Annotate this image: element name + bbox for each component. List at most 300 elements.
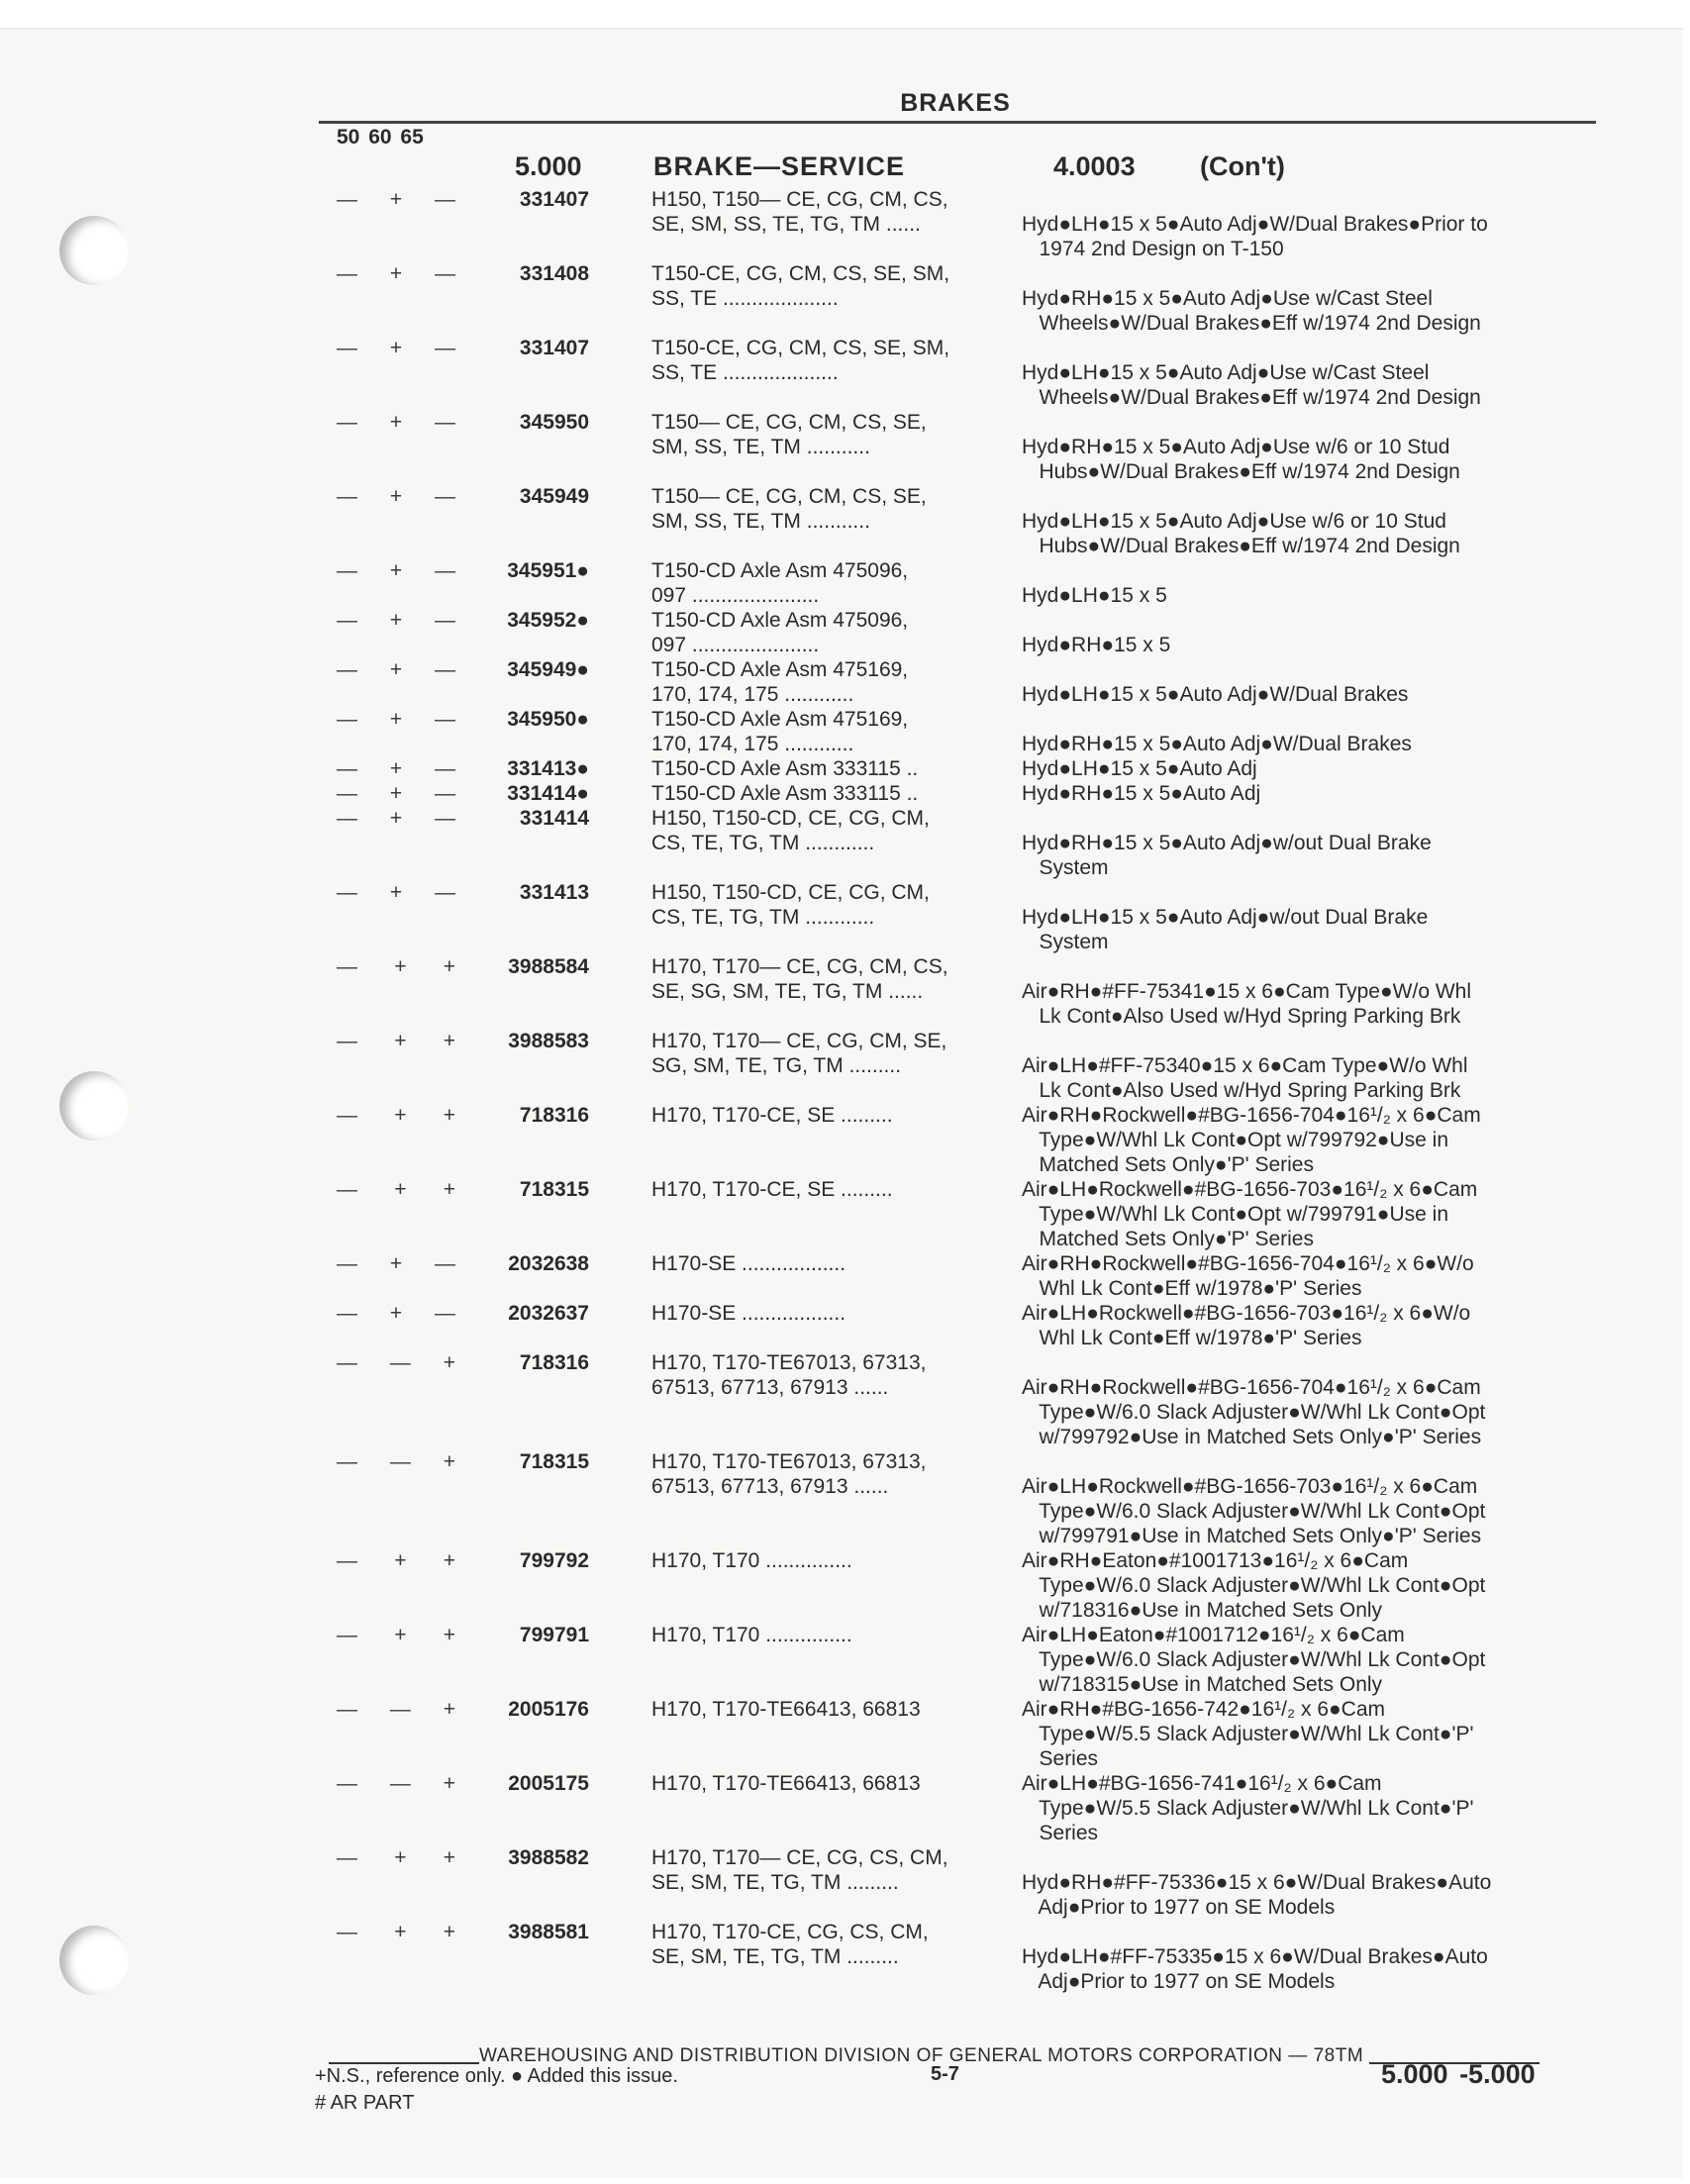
description-line: Type●W/6.0 Slack Adjuster●W/Whl Lk Cont●Opt — [1022, 1401, 1486, 1424]
application — [651, 1920, 998, 1969]
description-line: Hyd●LH●15 x 5●Auto Adj●W/Dual Brakes — [1022, 683, 1409, 706]
application — [651, 1449, 998, 1499]
part-row — [0, 336, 1690, 410]
description-line — [1022, 954, 1616, 979]
application-line: SM, SS, TE, TM ........... — [651, 510, 870, 533]
application-line: H170, T170-CE, SE ......... — [651, 1104, 893, 1127]
description — [1022, 1697, 1616, 1771]
description-line — [1022, 1350, 1616, 1375]
fitment-marks — [337, 1029, 455, 1053]
description — [1022, 261, 1616, 336]
part-number: 3988581 — [508, 1921, 589, 1943]
fitment-mark: + — [443, 955, 455, 978]
fitment-mark: — — [434, 1252, 455, 1275]
fitment-marks — [337, 1350, 455, 1375]
fitment-mark: — — [337, 1030, 357, 1052]
part-row — [0, 1029, 1690, 1103]
fitment-mark: — — [434, 262, 455, 285]
application-line: 097 ...................... — [651, 634, 820, 656]
application — [651, 657, 998, 707]
part-number: 2032638 — [508, 1252, 589, 1275]
application-line: H170, T170-CE, SE ......... — [651, 1178, 893, 1201]
fitment-mark: + — [389, 1252, 403, 1275]
fitment-mark: — — [337, 1351, 357, 1374]
fitment-mark: — — [337, 955, 357, 978]
fitment-mark: — — [337, 757, 357, 780]
description — [1022, 187, 1616, 261]
application — [651, 756, 998, 781]
description — [1022, 558, 1616, 608]
description-line: Lk Cont●Also Used w/Hyd Spring Parking Brk — [1022, 1079, 1461, 1102]
part-row — [0, 1177, 1690, 1251]
fitment-mark: + — [389, 485, 403, 508]
fitment-marks — [337, 410, 455, 435]
description — [1022, 1177, 1616, 1251]
fitment-mark: — — [434, 782, 455, 805]
description-line: Hyd●RH●15 x 5●Auto Adj●w/out Dual Brake — [1022, 832, 1432, 854]
fitment-mark: — — [337, 1846, 357, 1869]
description — [1022, 806, 1616, 880]
description-line: w/718315●Use in Matched Sets Only — [1022, 1673, 1383, 1696]
part-number: 345949 — [519, 485, 589, 508]
description — [1022, 657, 1616, 707]
description-line: Air●RH●#BG-1656-742●16¹/₂ x 6●Cam — [1022, 1698, 1386, 1721]
fitment-mark: + — [443, 1450, 455, 1473]
description-line: System — [1022, 856, 1109, 879]
description — [1022, 1548, 1616, 1623]
application-line: H170, T170 ............... — [651, 1549, 852, 1572]
description-line: Hubs●W/Dual Brakes●Eff w/1974 2nd Design — [1022, 460, 1460, 483]
part-number: 718316 — [519, 1104, 589, 1127]
application — [651, 1548, 998, 1573]
part-number: 331414● — [507, 782, 589, 805]
fitment-mark: + — [394, 1178, 407, 1201]
fitment-mark: + — [389, 411, 403, 434]
fitment-mark: — — [389, 1698, 411, 1721]
part-number: 345952● — [507, 609, 589, 632]
part-number: 3988584 — [508, 955, 589, 978]
description — [1022, 1449, 1616, 1548]
fitment-marks — [337, 1697, 455, 1722]
description-line: Air●RH●Eaton●#1001713●16¹/₂ x 6●Cam — [1022, 1549, 1409, 1572]
fitment-mark: — — [434, 1302, 455, 1325]
description-line: Hyd●RH●15 x 5●Auto Adj●Use w/Cast Steel — [1022, 287, 1433, 310]
description-line — [1022, 1449, 1616, 1474]
part-number: 345949● — [507, 658, 589, 681]
fitment-mark: — — [337, 188, 357, 211]
fitment-mark: — — [434, 485, 455, 508]
part-row — [0, 558, 1690, 608]
part-number: 2005176 — [508, 1698, 589, 1721]
description-line — [1022, 187, 1616, 212]
application-line: CS, TE, TG, TM ............ — [651, 906, 875, 929]
part-row — [0, 187, 1690, 261]
part-row — [0, 781, 1690, 806]
fitment-marks — [337, 1301, 455, 1326]
part-number: 718315 — [519, 1178, 589, 1201]
fitment-marks — [337, 1771, 455, 1796]
section-name: BRAKE—SERVICE — [653, 151, 906, 181]
application-line: 67513, 67713, 67913 ...... — [651, 1376, 889, 1399]
description — [1022, 410, 1616, 484]
description-line: Hyd●RH●15 x 5 — [1022, 634, 1171, 656]
description-line: Air●LH●#BG-1656-741●16¹/₂ x 6●Cam — [1022, 1772, 1382, 1795]
fitment-mark: — — [337, 807, 357, 830]
part-row — [0, 410, 1690, 484]
fitment-mark: — — [337, 1698, 357, 1721]
application — [651, 1350, 998, 1400]
description-line: Hyd●RH●15 x 5●Auto Adj●W/Dual Brakes — [1022, 733, 1412, 755]
fitment-mark: + — [389, 757, 403, 780]
application — [651, 1845, 998, 1895]
description-line: Hyd●LH●15 x 5●Auto Adj●Use w/Cast Steel — [1022, 361, 1430, 384]
fitment-mark: — — [434, 757, 455, 780]
application-line: SG, SM, TE, TG, TM ......... — [651, 1054, 902, 1077]
part-number: 799791 — [519, 1624, 589, 1646]
description-line: Hyd●LH●15 x 5●Auto Adj●w/out Dual Brake — [1022, 906, 1429, 929]
application-line: SS, TE .................... — [651, 361, 839, 384]
application-line: T150— CE, CG, CM, CS, SE, — [651, 411, 927, 434]
fitment-marks — [337, 657, 455, 682]
part-row — [0, 1103, 1690, 1177]
fitment-mark: — — [337, 1104, 357, 1127]
part-number: 3988582 — [508, 1846, 589, 1869]
description-line: Air●RH●#FF-75341●15 x 6●Cam Type●W/o Whl — [1022, 980, 1472, 1003]
fitment-mark: + — [443, 1698, 455, 1721]
part-row — [0, 1251, 1690, 1301]
fitment-mark: — — [337, 262, 357, 285]
footer-division-text: WAREHOUSING AND DISTRIBUTION DIVISION OF GENERAL MOTORS CORPORATION — 78TM — [479, 2045, 1364, 2066]
fitment-mark: + — [389, 609, 403, 632]
fitment-marks — [337, 1920, 455, 1944]
page-code: 5.000 -5.000 — [1381, 2059, 1536, 2089]
application-line: T150-CE, CG, CM, CS, SE, SM, — [651, 262, 950, 285]
application-line: 170, 174, 175 ............ — [651, 683, 854, 706]
description-line: Hyd●LH●15 x 5●Auto Adj●Use w/6 or 10 Stud — [1022, 510, 1446, 533]
description-line: Air●RH●Rockwell●#BG-1656-704●16¹/₂ x 6●Cam — [1022, 1104, 1481, 1127]
description-line: Series — [1022, 1747, 1099, 1770]
description-line — [1022, 336, 1616, 360]
description-line: Whl Lk Cont●Eff w/1978●'P' Series — [1022, 1327, 1362, 1349]
application — [651, 1301, 998, 1326]
description-line: w/799791●Use in Matched Sets Only●'P' Series — [1022, 1525, 1482, 1547]
part-row — [0, 657, 1690, 707]
application — [651, 1771, 998, 1796]
part-number: 345950 — [519, 411, 589, 434]
fitment-mark: + — [443, 1351, 455, 1374]
description-line: Series — [1022, 1822, 1099, 1844]
fitment-mark: + — [389, 658, 403, 681]
model-years-header: 50 60 65 — [337, 126, 424, 149]
description-line: Type●W/5.5 Slack Adjuster●W/Whl Lk Cont●'P' — [1022, 1723, 1474, 1745]
continued-label: (Con't) — [1200, 151, 1285, 181]
fitment-mark: — — [434, 609, 455, 632]
fitment-marks — [337, 558, 455, 583]
application-line: H170-SE .................. — [651, 1302, 846, 1325]
application-line: H150, T150-CD, CE, CG, CM, — [651, 807, 930, 830]
description-line: Type●W/6.0 Slack Adjuster●W/Whl Lk Cont●Opt — [1022, 1574, 1486, 1597]
fitment-mark: + — [389, 262, 403, 285]
part-row — [0, 1920, 1690, 1994]
description — [1022, 954, 1616, 1029]
description — [1022, 880, 1616, 954]
application — [651, 410, 998, 459]
application-line: H170, T170-CE, CG, CS, CM, — [651, 1921, 929, 1943]
fitment-mark: + — [443, 1030, 455, 1052]
fitment-mark: — — [337, 1921, 357, 1943]
description-line: Air●RH●Rockwell●#BG-1656-704●16¹/₂ x 6●Cam — [1022, 1376, 1481, 1399]
description — [1022, 781, 1616, 806]
application-line: T150-CD Axle Asm 333115 .. — [651, 782, 919, 805]
application — [651, 954, 998, 1004]
part-number: 2005175 — [508, 1772, 589, 1795]
application-line: T150— CE, CG, CM, CS, SE, — [651, 485, 927, 508]
description-line: Hyd●RH●15 x 5●Auto Adj — [1022, 782, 1261, 805]
part-number: 3988583 — [508, 1030, 589, 1052]
application-line: SM, SS, TE, TM ........... — [651, 436, 870, 458]
application — [651, 1251, 998, 1276]
application-line: T150-CE, CG, CM, CS, SE, SM, — [651, 337, 950, 359]
description-line — [1022, 558, 1616, 583]
application — [651, 336, 998, 385]
description — [1022, 608, 1616, 657]
fitment-mark: + — [443, 1104, 455, 1127]
fitment-mark: — — [337, 658, 357, 681]
fitment-mark: — — [434, 658, 455, 681]
description-line: Type●W/6.0 Slack Adjuster●W/Whl Lk Cont●Opt — [1022, 1500, 1486, 1523]
description-line: Hyd●LH●15 x 5 — [1022, 584, 1167, 607]
application — [651, 806, 998, 855]
application-line: SE, SM, TE, TG, TM ......... — [651, 1945, 899, 1968]
description-line: Type●W/6.0 Slack Adjuster●W/Whl Lk Cont●Opt — [1022, 1648, 1486, 1671]
fitment-marks — [337, 880, 455, 905]
application-line: T150-CD Axle Asm 475169, — [651, 708, 909, 731]
fitment-mark: — — [337, 559, 357, 582]
application-line: 67513, 67713, 67913 ...... — [651, 1475, 889, 1498]
description-line: Wheels●W/Dual Brakes●Eff w/1974 2nd Design — [1022, 386, 1481, 409]
description-line — [1022, 1029, 1616, 1053]
part-number: 331407 — [519, 188, 589, 211]
description-line — [1022, 410, 1616, 435]
fitment-mark: — — [337, 1178, 357, 1201]
description-line: Lk Cont●Also Used w/Hyd Spring Parking Brk — [1022, 1005, 1461, 1028]
fitment-mark: + — [389, 188, 403, 211]
description-line — [1022, 484, 1616, 509]
fitment-marks — [337, 806, 455, 831]
fitment-marks — [337, 484, 455, 509]
description-line: Air●LH●#FF-75340●15 x 6●Cam Type●W/o Whl — [1022, 1054, 1468, 1077]
description-line: Hyd●LH●15 x 5●Auto Adj●W/Dual Brakes●Prior to — [1022, 213, 1488, 236]
fitment-mark: — — [337, 708, 357, 731]
fitment-mark: — — [337, 485, 357, 508]
part-row — [0, 1845, 1690, 1920]
description — [1022, 484, 1616, 558]
fitment-mark: + — [394, 1624, 407, 1646]
description-line — [1022, 806, 1616, 831]
description — [1022, 1623, 1616, 1697]
fitment-marks — [337, 187, 455, 212]
description — [1022, 1920, 1616, 1994]
part-row — [0, 1449, 1690, 1548]
application-line: 170, 174, 175 ............ — [651, 733, 854, 755]
fitment-mark: + — [389, 881, 403, 904]
fitment-mark: — — [389, 1450, 411, 1473]
application-line: H170, T170-TE66413, 66813 — [651, 1772, 921, 1795]
application — [651, 484, 998, 534]
description-line — [1022, 261, 1616, 286]
description-line: Matched Sets Only●'P' Series — [1022, 1228, 1314, 1250]
part-row — [0, 1623, 1690, 1697]
part-row — [0, 608, 1690, 657]
application-line: H170, T170-TE67013, 67313, — [651, 1450, 927, 1473]
fitment-marks — [337, 1623, 455, 1647]
fitment-marks — [337, 1103, 455, 1128]
description — [1022, 1771, 1616, 1845]
application-line: 097 ...................... — [651, 584, 820, 607]
description-line: w/799792●Use in Matched Sets Only●'P' Series — [1022, 1426, 1482, 1448]
fitment-mark: — — [389, 1772, 411, 1795]
fitment-mark: + — [394, 955, 407, 978]
fitment-mark: — — [434, 411, 455, 434]
part-number: 331413● — [507, 757, 589, 780]
application-line: T150-CD Axle Asm 333115 .. — [651, 757, 919, 780]
fitment-mark: — — [389, 1351, 411, 1374]
description — [1022, 1301, 1616, 1350]
application — [651, 707, 998, 756]
application-line: CS, TE, TG, TM ............ — [651, 832, 875, 854]
section-number: 5.000 — [515, 151, 582, 181]
fitment-mark: + — [389, 782, 403, 805]
description — [1022, 1029, 1616, 1103]
fitment-mark: + — [394, 1104, 407, 1127]
application — [651, 1103, 998, 1128]
fitment-marks — [337, 608, 455, 633]
description — [1022, 1103, 1616, 1177]
fitment-marks — [337, 781, 455, 806]
fitment-mark: — — [337, 1772, 357, 1795]
part-row — [0, 1548, 1690, 1623]
application — [651, 1177, 998, 1202]
fitment-mark: — — [337, 1450, 357, 1473]
fitment-marks — [337, 954, 455, 979]
description — [1022, 1350, 1616, 1449]
description-line: 1974 2nd Design on T-150 — [1022, 238, 1284, 260]
description-line — [1022, 880, 1616, 905]
part-row — [0, 1350, 1690, 1449]
footnote-line-1: +N.S., reference only. ● Added this issue. — [315, 2065, 678, 2087]
page-title: BRAKES — [900, 89, 1011, 117]
application-line: SE, SM, TE, TG, TM ......... — [651, 1871, 899, 1894]
application-line: SE, SM, SS, TE, TG, TM ...... — [651, 213, 921, 236]
parts-list — [0, 187, 1690, 1994]
part-number: 331414 — [519, 807, 589, 830]
fitment-marks — [337, 1251, 455, 1276]
description-line: Hyd●LH●15 x 5●Auto Adj — [1022, 757, 1257, 780]
application — [651, 187, 998, 237]
application-line: H170, T170-TE66413, 66813 — [651, 1698, 921, 1721]
part-row — [0, 707, 1690, 756]
part-number: 345951● — [507, 559, 589, 582]
description-line: Hubs●W/Dual Brakes●Eff w/1974 2nd Design — [1022, 535, 1460, 557]
description — [1022, 1251, 1616, 1301]
part-row — [0, 1697, 1690, 1771]
header-rule — [319, 121, 1596, 124]
application — [651, 261, 998, 311]
fitment-mark: + — [389, 807, 403, 830]
description-line: Hyd●LH●#FF-75335●15 x 6●W/Dual Brakes●Auto — [1022, 1945, 1488, 1968]
footnote-line-2: # AR PART — [315, 2092, 415, 2114]
fitment-mark: — — [337, 881, 357, 904]
part-row — [0, 954, 1690, 1029]
fitment-mark: — — [337, 1549, 357, 1572]
fitment-marks — [337, 261, 455, 286]
description-line: Adj●Prior to 1977 on SE Models — [1022, 1970, 1336, 1993]
fitment-mark: — — [434, 807, 455, 830]
application — [651, 608, 998, 657]
application-line: T150-CD Axle Asm 475169, — [651, 658, 909, 681]
fitment-mark: — — [337, 337, 357, 359]
fitment-marks — [337, 336, 455, 360]
fitment-mark: — — [434, 881, 455, 904]
part-row — [0, 756, 1690, 781]
application-line: T150-CD Axle Asm 475096, — [651, 559, 909, 582]
description-line: Whl Lk Cont●Eff w/1978●'P' Series — [1022, 1277, 1362, 1300]
fitment-marks — [337, 1177, 455, 1202]
application-line: T150-CD Axle Asm 475096, — [651, 609, 909, 632]
part-row — [0, 261, 1690, 336]
application-line: H150, T150— CE, CG, CM, CS, — [651, 188, 948, 211]
part-number: 331408 — [519, 262, 589, 285]
fitment-mark: — — [337, 1252, 357, 1275]
description-line — [1022, 1845, 1616, 1870]
description-line: System — [1022, 931, 1109, 953]
fitment-mark: + — [389, 1302, 403, 1325]
fitment-mark: + — [443, 1178, 455, 1201]
fitment-marks — [337, 1548, 455, 1573]
application — [651, 1623, 998, 1647]
fitment-mark: + — [389, 337, 403, 359]
description-line: Wheels●W/Dual Brakes●Eff w/1974 2nd Design — [1022, 312, 1481, 335]
description-line — [1022, 608, 1616, 633]
subsection-code: 4.0003 — [1053, 151, 1136, 181]
description-line: Air●LH●Eaton●#1001712●16¹/₂ x 6●Cam — [1022, 1624, 1405, 1646]
fitment-mark: — — [434, 188, 455, 211]
part-number: 718315 — [519, 1450, 589, 1473]
description-line: Type●W/5.5 Slack Adjuster●W/Whl Lk Cont●'P' — [1022, 1797, 1474, 1820]
application — [651, 558, 998, 608]
application-line: H170, T170— CE, CG, CM, SE, — [651, 1030, 947, 1052]
fitment-mark: + — [443, 1921, 455, 1943]
application-line: H170, T170— CE, CG, CS, CM, — [651, 1846, 948, 1869]
fitment-mark: + — [443, 1846, 455, 1869]
description-line: Hyd●RH●15 x 5●Auto Adj●Use w/6 or 10 Stud — [1022, 436, 1450, 458]
fitment-mark: + — [389, 559, 403, 582]
footnote — [315, 2063, 678, 2117]
fitment-mark: + — [394, 1846, 407, 1869]
page-number: 5-7 — [931, 2063, 959, 2085]
fitment-mark: + — [394, 1030, 407, 1052]
fitment-mark: + — [389, 708, 403, 731]
application-line: H170, T170— CE, CG, CM, CS, — [651, 955, 948, 978]
fitment-mark: — — [434, 708, 455, 731]
fitment-mark: + — [443, 1549, 455, 1572]
description-line — [1022, 707, 1616, 732]
fitment-marks — [337, 1845, 455, 1870]
description — [1022, 336, 1616, 410]
description-line — [1022, 657, 1616, 682]
description-line: Hyd●RH●#FF-75336●15 x 6●W/Dual Brakes●Auto — [1022, 1871, 1492, 1894]
fitment-mark: + — [443, 1624, 455, 1646]
